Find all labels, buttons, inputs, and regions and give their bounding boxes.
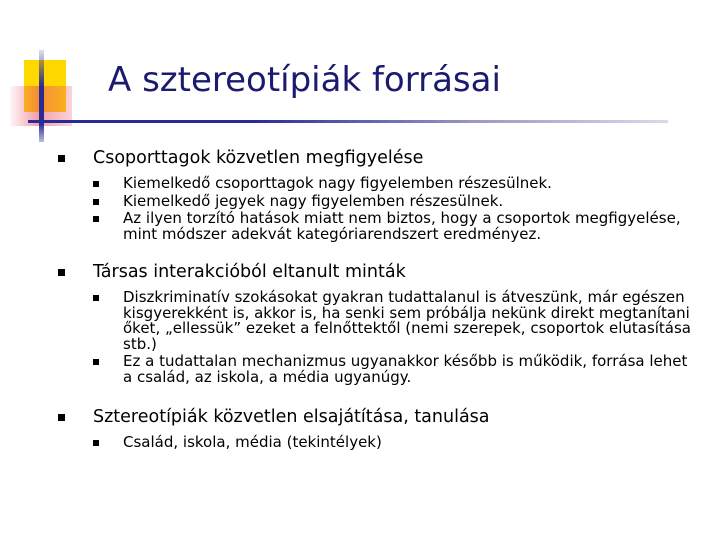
sub-bullet-item: [93, 211, 698, 242]
section-heading: [58, 405, 698, 429]
sub-bullet-list: [93, 176, 698, 242]
square-bullet-icon: [58, 155, 65, 162]
section-heading: [58, 260, 698, 284]
square-bullet-icon: [93, 199, 99, 205]
section-heading-text: Társas interakcióból eltanult minták: [93, 262, 406, 282]
sub-bullet-text: Kiemelkedő jegyek nagy figyelemben részesülnek.: [123, 191, 504, 210]
sub-bullet-item: [93, 435, 698, 451]
section-heading-text: Sztereotípiák közvetlen elsajátítása, tanulása: [93, 407, 490, 427]
sub-bullet-text: Diszkriminatív szokásokat gyakran tudattalanul is átveszünk, már egészen kisgyerekként is, akkor is, ha senki sem próbálja nekünk direkt megtanítani őket, „ellessük” ezeket a felnőttektől (nemi szerepek, csoportok elutasítása stb.): [123, 288, 692, 353]
sub-bullet-list: [93, 435, 698, 451]
section-heading-text: Csoporttagok közvetlen megfigyelése: [93, 148, 424, 168]
square-bullet-icon: [93, 295, 99, 301]
square-bullet-icon: [58, 269, 65, 276]
sub-bullet-item: [93, 191, 698, 210]
sub-bullet-text: Család, iskola, média (tekintélyek): [123, 433, 382, 451]
sub-bullet-item: [93, 176, 698, 192]
section-3: [58, 405, 698, 451]
square-bullet-icon: [93, 181, 99, 187]
section-1: [58, 146, 698, 242]
slide-content: [58, 146, 698, 469]
sub-bullet-text: Az ilyen torzító hatások miatt nem biztos, hogy a csoportok megfigyelése, mint módszer adekvát kategóriarendszert eredményez.: [123, 209, 681, 243]
sub-bullet-item: [93, 290, 698, 352]
sub-bullet-text: Kiemelkedő csoporttagok nagy figyelemben részesülnek.: [123, 174, 552, 192]
square-bullet-icon: [93, 216, 99, 222]
sub-bullet-list: [93, 290, 698, 385]
decorative-vertical-line: [39, 50, 44, 142]
slide-title: A sztereotípiák forrásai: [108, 60, 501, 100]
sub-bullet-text: Ez a tudattalan mechanizmus ugyanakkor később is működik, forrása lehet a család, az iskola, a média ugyanúgy.: [123, 352, 688, 386]
sub-bullet-item: [93, 354, 698, 385]
square-bullet-icon: [58, 414, 65, 421]
square-bullet-icon: [93, 359, 99, 365]
section-2: [58, 260, 698, 385]
title-underline: [28, 120, 668, 123]
square-bullet-icon: [93, 440, 99, 446]
section-heading: [58, 146, 698, 170]
